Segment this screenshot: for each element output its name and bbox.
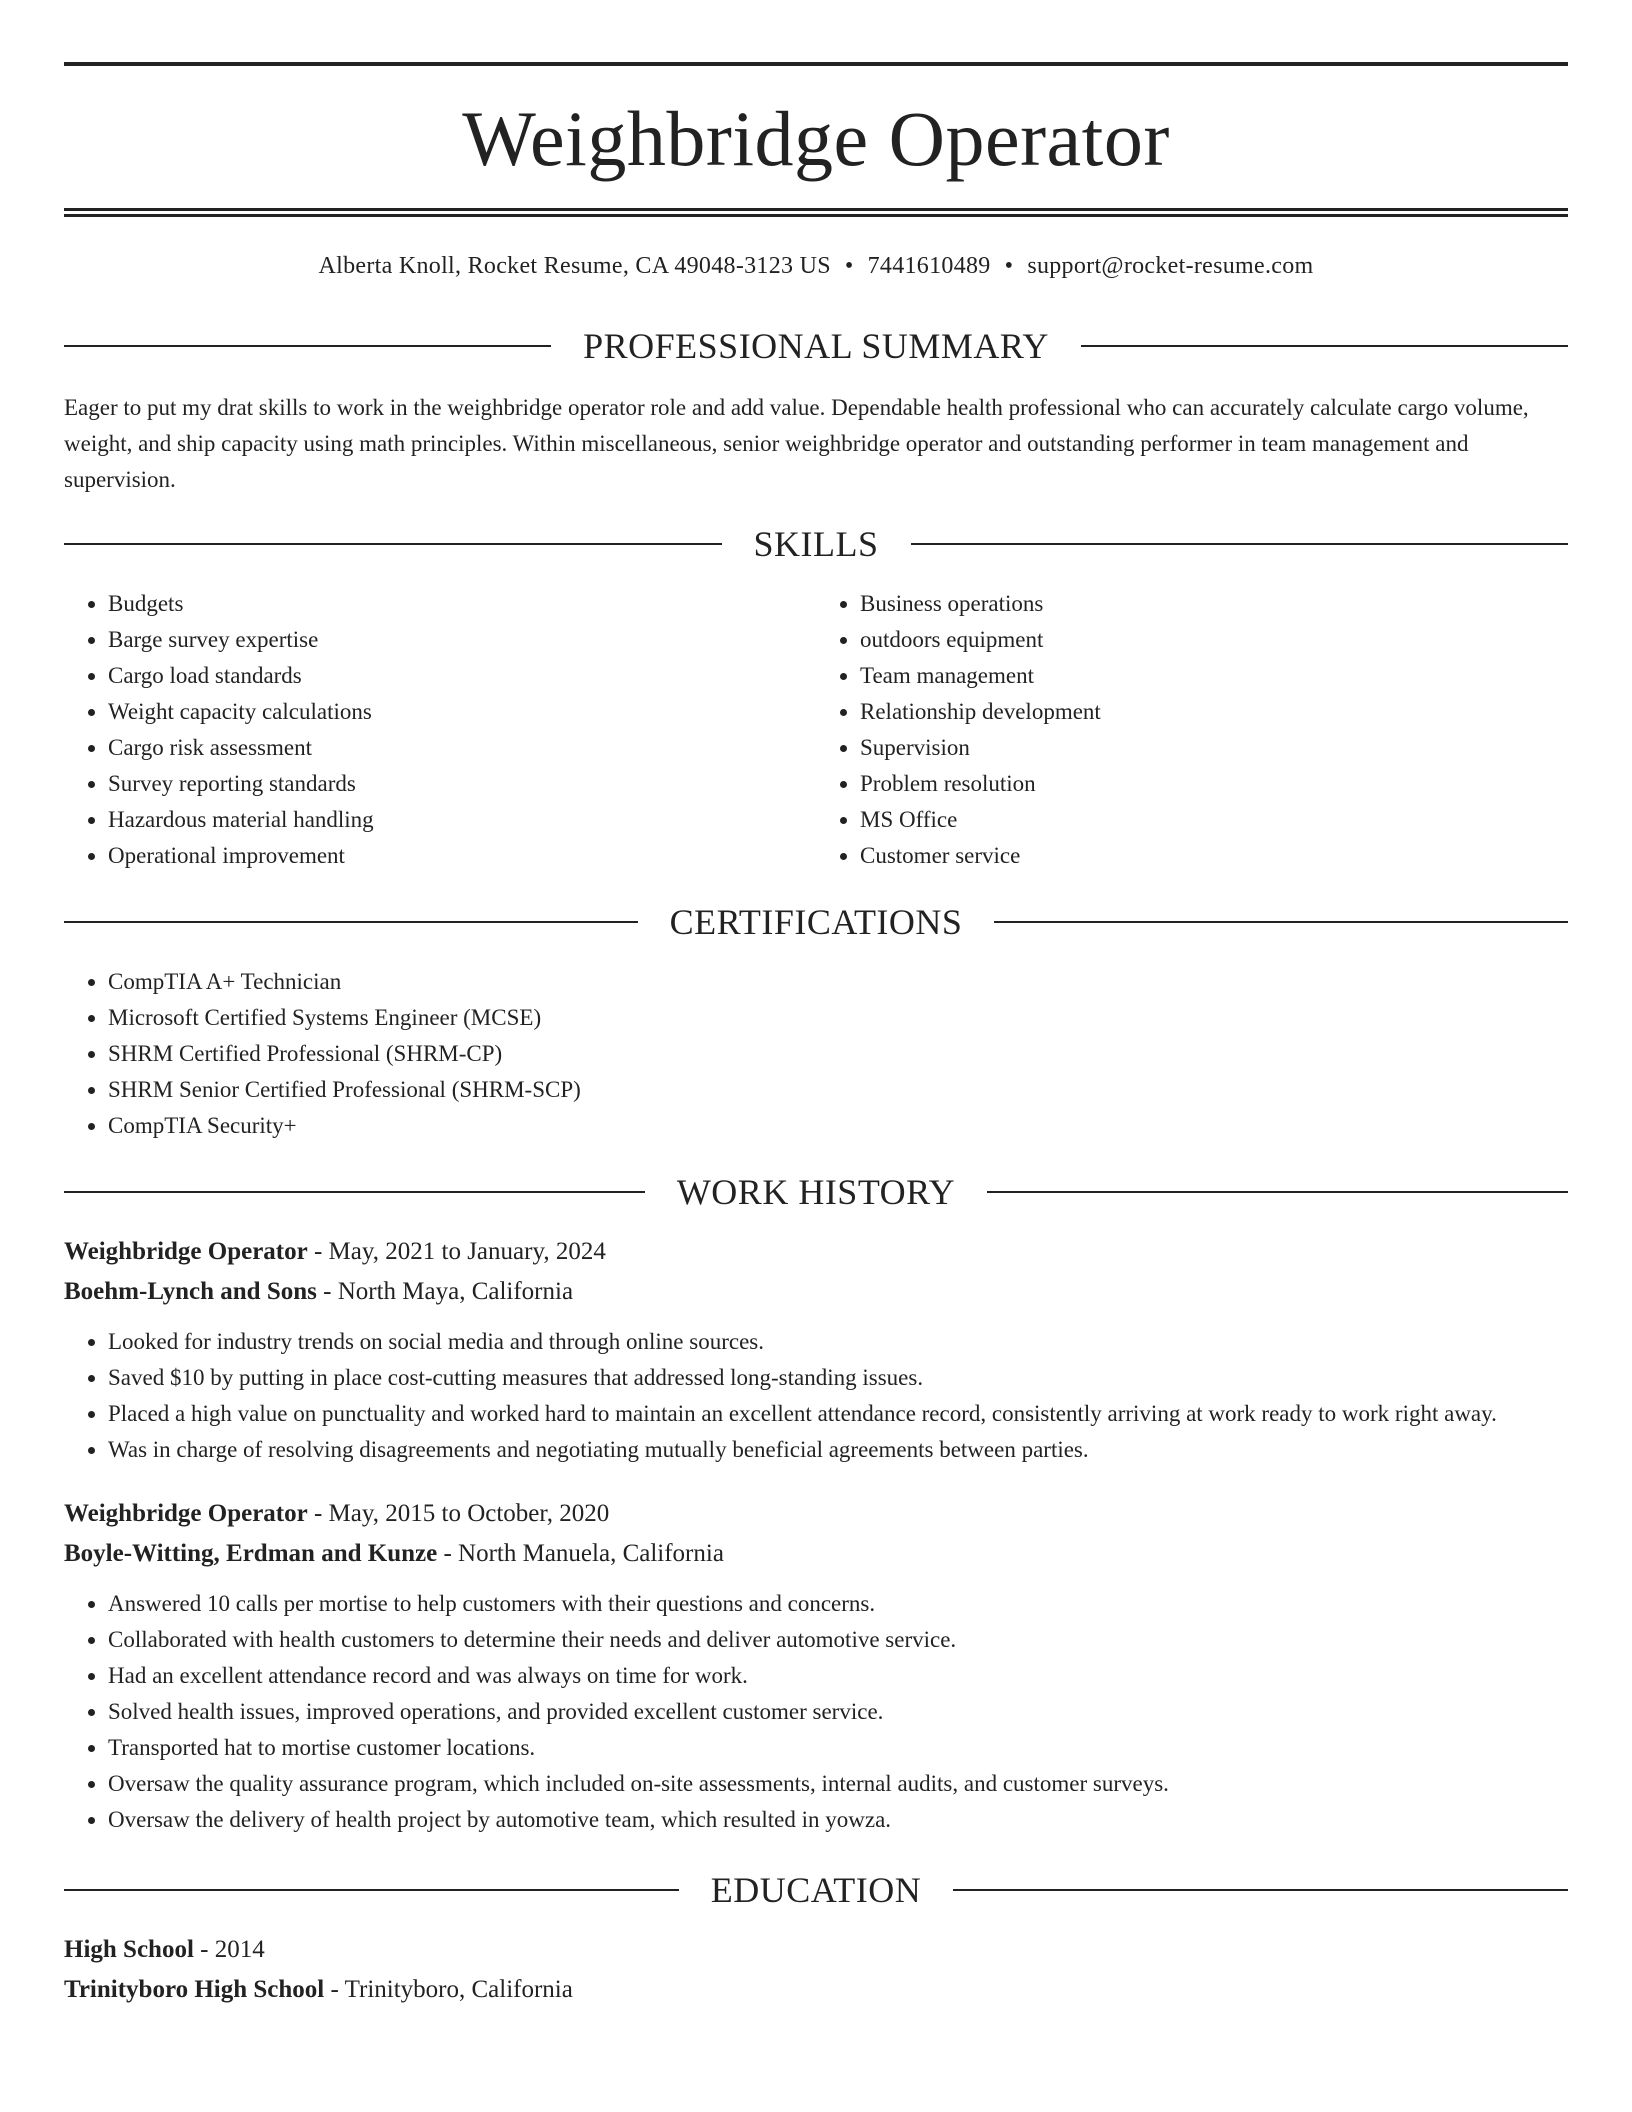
skill-item: • Relationship development bbox=[860, 694, 1568, 730]
heading-rule-right bbox=[953, 1889, 1568, 1891]
skill-item: • Weight capacity calculations bbox=[108, 694, 816, 730]
skills-title: SKILLS bbox=[753, 524, 879, 564]
heading-rule-right bbox=[994, 921, 1568, 923]
skills-list-right bbox=[816, 586, 1568, 874]
job-role: Weighbridge Operator bbox=[64, 1238, 308, 1265]
skill-item: • Customer service bbox=[860, 838, 1568, 874]
certification-item: • CompTIA Security+ bbox=[108, 1108, 1568, 1144]
summary-title: PROFESSIONAL SUMMARY bbox=[583, 326, 1049, 366]
job-role-line bbox=[64, 1494, 1568, 1534]
job-role: Weighbridge Operator bbox=[64, 1500, 308, 1527]
job-bullets bbox=[64, 1586, 1568, 1838]
education-heading bbox=[64, 1872, 1568, 1908]
title-double-rule bbox=[64, 208, 1568, 217]
job-dates: - May, 2021 to January, 2024 bbox=[307, 1238, 606, 1265]
education-entry bbox=[64, 1930, 1568, 2010]
job-bullet: • Oversaw the quality assurance program, which included on-site assessments, internal audits, and customer surveys. bbox=[108, 1766, 1568, 1802]
heading-rule-left bbox=[64, 1191, 645, 1193]
work-history-list bbox=[64, 1232, 1568, 1838]
education-location: - Trinityboro, California bbox=[324, 1976, 573, 2003]
job-location: - North Manuela, California bbox=[437, 1540, 724, 1567]
job-bullet: • Transported hat to mortise customer locations. bbox=[108, 1730, 1568, 1766]
job-bullet: • Solved health issues, improved operations, and provided excellent customer service. bbox=[108, 1694, 1568, 1730]
job-bullet: • Looked for industry trends on social media and through online sources. bbox=[108, 1324, 1568, 1360]
summary-heading bbox=[64, 328, 1568, 364]
certification-item: • CompTIA A+ Technician bbox=[108, 964, 1568, 1000]
resume-title: Weighbridge Operator bbox=[462, 95, 1170, 182]
heading-rule-right bbox=[987, 1191, 1568, 1193]
skill-item: • Budgets bbox=[108, 586, 816, 622]
job-role-line bbox=[64, 1232, 1568, 1272]
skill-item: • Supervision bbox=[860, 730, 1568, 766]
contact-separator: • bbox=[844, 253, 854, 279]
job-company: Boehm-Lynch and Sons bbox=[64, 1278, 317, 1305]
skill-item: • Problem resolution bbox=[860, 766, 1568, 802]
contact-separator: • bbox=[1004, 253, 1014, 279]
contact-address: Alberta Knoll, Rocket Resume, CA 49048-3123 US bbox=[318, 253, 831, 279]
job-bullet: • Placed a high value on punctuality and worked hard to maintain an excellent attendance record, consistently arriving at work ready to work right away. bbox=[108, 1396, 1568, 1432]
certification-item: • Microsoft Certified Systems Engineer (MCSE) bbox=[108, 1000, 1568, 1036]
job-bullet: • Answered 10 calls per mortise to help customers with their questions and concerns. bbox=[108, 1586, 1568, 1622]
heading-rule-right bbox=[1081, 345, 1568, 347]
skill-item: • Barge survey expertise bbox=[108, 622, 816, 658]
contact-line bbox=[64, 253, 1568, 280]
skill-item: • Cargo risk assessment bbox=[108, 730, 816, 766]
certifications-title: CERTIFICATIONS bbox=[669, 902, 963, 942]
skills-heading bbox=[64, 526, 1568, 562]
skill-item: • Hazardous material handling bbox=[108, 802, 816, 838]
job-bullet: • Oversaw the delivery of health project by automotive team, which resulted in yowza. bbox=[108, 1802, 1568, 1838]
heading-rule-left bbox=[64, 543, 722, 545]
skill-item: • Cargo load standards bbox=[108, 658, 816, 694]
certifications-heading bbox=[64, 904, 1568, 940]
job-company-line bbox=[64, 1272, 1568, 1312]
skill-item: • Survey reporting standards bbox=[108, 766, 816, 802]
education-degree: High School bbox=[64, 1936, 194, 1963]
job-company: Boyle-Witting, Erdman and Kunze bbox=[64, 1540, 438, 1567]
skills-columns bbox=[64, 586, 1568, 874]
education-degree-line bbox=[64, 1930, 1568, 1970]
contact-email: support@rocket-resume.com bbox=[1027, 253, 1314, 279]
job-bullet: • Collaborated with health customers to determine their needs and deliver automotive service. bbox=[108, 1622, 1568, 1658]
job-entry bbox=[64, 1232, 1568, 1468]
heading-rule-left bbox=[64, 1889, 679, 1891]
work-title: WORK HISTORY bbox=[676, 1172, 956, 1212]
job-bullets bbox=[64, 1324, 1568, 1468]
certifications-list bbox=[64, 964, 1568, 1144]
summary-text: Eager to put my drat skills to work in the weighbridge operator role and add value. Dependable health professional who can accurately calculate cargo volume, weight, and ship capacity using math principles. Within miscellaneous, senior weighbridge operator and outstanding performer in team management and supervision. bbox=[64, 395, 1529, 492]
skill-item: • Team management bbox=[860, 658, 1568, 694]
heading-rule-left bbox=[64, 921, 638, 923]
skill-item: • Operational improvement bbox=[108, 838, 816, 874]
job-bullet: • Saved $10 by putting in place cost-cutting measures that addressed long-standing issues. bbox=[108, 1360, 1568, 1396]
job-bullet: • Had an excellent attendance record and was always on time for work. bbox=[108, 1658, 1568, 1694]
heading-rule-left bbox=[64, 345, 551, 347]
job-dates: - May, 2015 to October, 2020 bbox=[307, 1500, 610, 1527]
education-school: Trinityboro High School bbox=[64, 1976, 325, 2003]
job-company-line bbox=[64, 1534, 1568, 1574]
skill-item: • outdoors equipment bbox=[860, 622, 1568, 658]
skills-list-left bbox=[64, 586, 816, 874]
job-entry bbox=[64, 1494, 1568, 1838]
job-location: - North Maya, California bbox=[316, 1278, 574, 1305]
skill-item: • MS Office bbox=[860, 802, 1568, 838]
skill-item: • Business operations bbox=[860, 586, 1568, 622]
education-school-line bbox=[64, 1970, 1568, 2010]
top-rule bbox=[64, 62, 1568, 66]
certification-item: • SHRM Senior Certified Professional (SHRM-SCP) bbox=[108, 1072, 1568, 1108]
contact-phone: 7441610489 bbox=[867, 253, 991, 279]
work-heading bbox=[64, 1174, 1568, 1210]
education-title: EDUCATION bbox=[710, 1870, 922, 1910]
certification-item: • SHRM Certified Professional (SHRM-CP) bbox=[108, 1036, 1568, 1072]
job-bullet: • Was in charge of resolving disagreements and negotiating mutually beneficial agreements between parties. bbox=[108, 1432, 1568, 1468]
education-year: - 2014 bbox=[193, 1936, 265, 1963]
heading-rule-right bbox=[911, 543, 1569, 545]
